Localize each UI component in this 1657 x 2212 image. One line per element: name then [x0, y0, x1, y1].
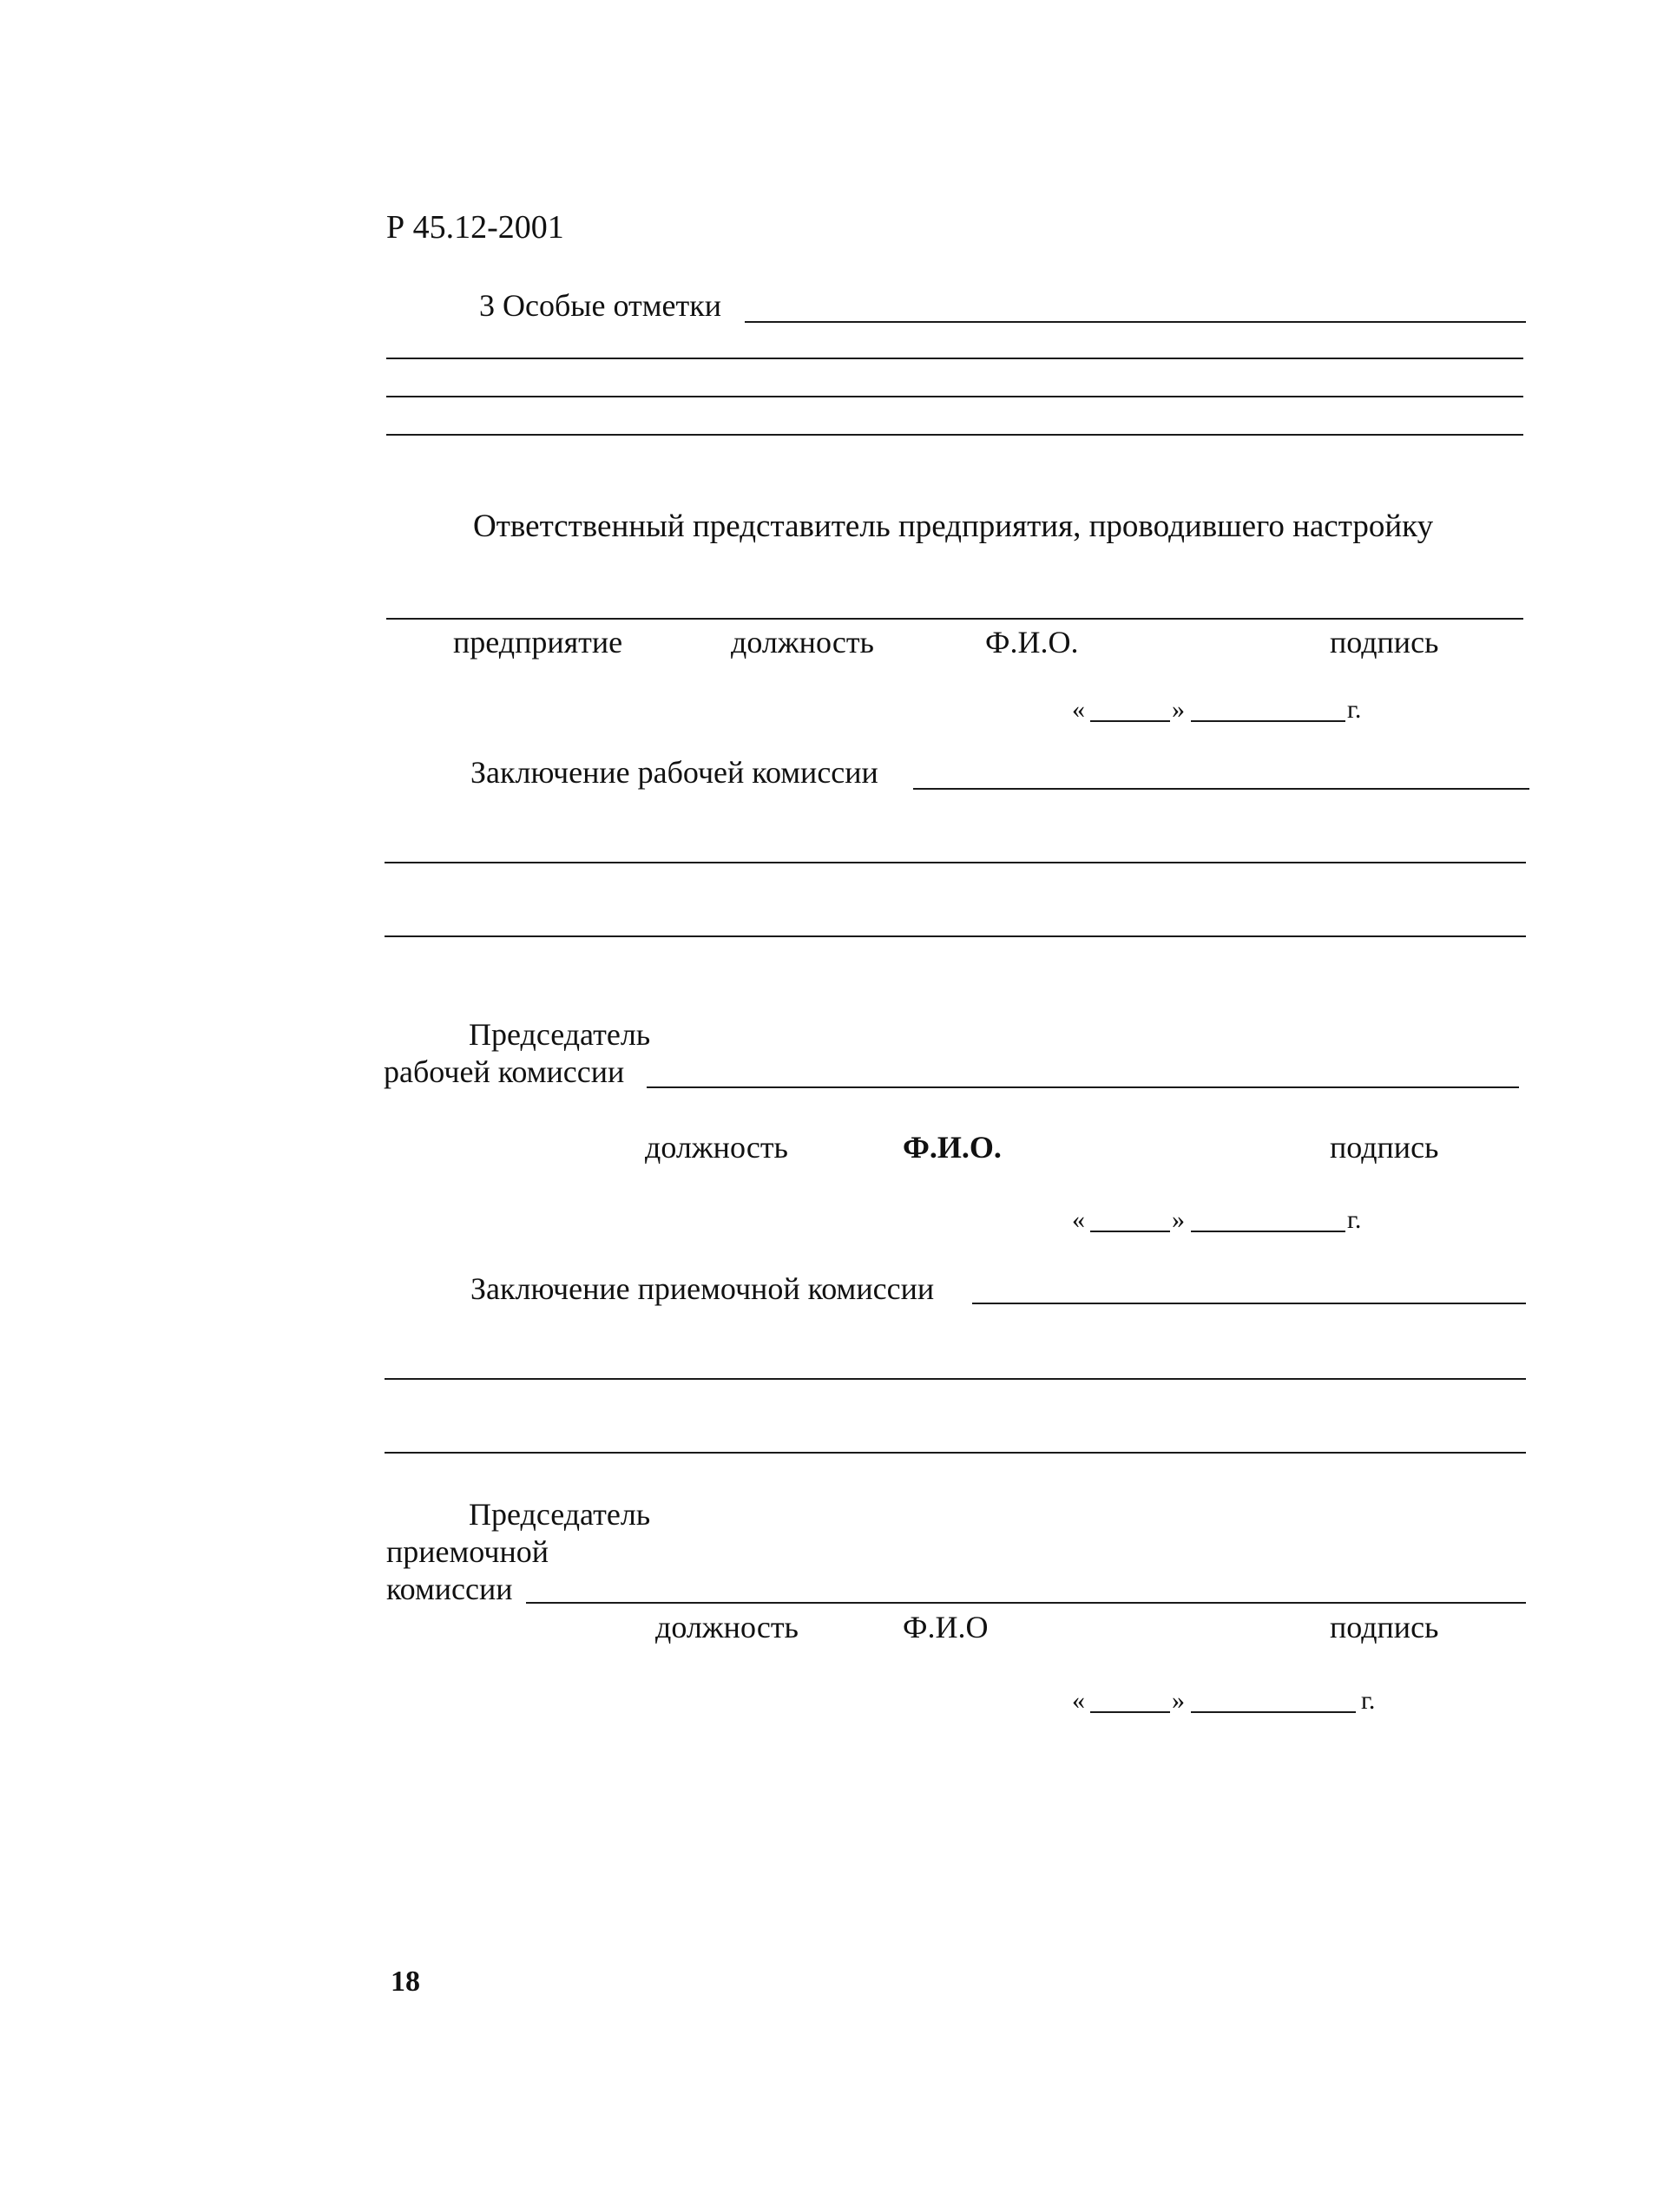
- notes-line[interactable]: [386, 358, 1523, 359]
- caption-position: должность: [645, 1130, 788, 1165]
- date-day-field[interactable]: [1090, 1231, 1170, 1232]
- caption-position: должность: [655, 1610, 799, 1644]
- date-close-quote: »: [1172, 1686, 1185, 1715]
- working-chair-label-2: рабочей комиссии: [384, 1054, 625, 1089]
- working-chair-signature-line[interactable]: [647, 1086, 1519, 1088]
- date-year-suffix: г.: [1347, 1205, 1362, 1234]
- acceptance-chair-label-2: приемочной: [386, 1534, 549, 1569]
- date-month-field[interactable]: [1191, 1231, 1345, 1232]
- date-year-suffix: г.: [1361, 1686, 1376, 1715]
- working-chair-label-1: Председатель: [469, 1017, 651, 1052]
- date-year-suffix: г.: [1347, 695, 1362, 724]
- caption-position: должность: [731, 625, 874, 660]
- acceptance-conclusion-line[interactable]: [385, 1378, 1526, 1380]
- caption-name: Ф.И.О.: [985, 625, 1079, 660]
- date-close-quote: »: [1172, 695, 1185, 724]
- responsible-signature-line[interactable]: [386, 618, 1523, 620]
- date-month-field[interactable]: [1191, 1711, 1356, 1713]
- acceptance-chair-label-1: Председатель: [469, 1497, 651, 1532]
- caption-name: Ф.И.О: [903, 1610, 989, 1644]
- caption-signature: подпись: [1330, 1130, 1439, 1165]
- date-month-field[interactable]: [1191, 720, 1345, 722]
- date-open-quote: «: [1072, 695, 1085, 724]
- working-conclusion-line[interactable]: [385, 935, 1526, 937]
- acceptance-chair-signature-line[interactable]: [526, 1602, 1526, 1604]
- acceptance-conclusion-title: Заключение приемочной комиссии: [470, 1271, 935, 1306]
- notes-line[interactable]: [745, 321, 1526, 323]
- date-open-quote: «: [1072, 1205, 1085, 1234]
- caption-signature: подпись: [1330, 625, 1439, 660]
- date-day-field[interactable]: [1090, 720, 1170, 722]
- page-number: 18: [391, 1966, 420, 1998]
- date-close-quote: »: [1172, 1205, 1185, 1234]
- responsible-heading: Ответственный представитель предприятия, проводившего настройку: [473, 509, 1434, 544]
- document-code: Р 45.12-2001: [386, 209, 564, 246]
- working-conclusion-line[interactable]: [385, 862, 1526, 863]
- working-conclusion-line[interactable]: [913, 788, 1529, 790]
- working-conclusion-title: Заключение рабочей комиссии: [470, 755, 878, 790]
- acceptance-chair-label-3: комиссии: [386, 1572, 513, 1606]
- acceptance-conclusion-line[interactable]: [972, 1303, 1526, 1304]
- notes-line[interactable]: [386, 434, 1523, 436]
- date-open-quote: «: [1072, 1686, 1085, 1715]
- section-title-special-notes: 3 Особые отметки: [479, 288, 721, 323]
- caption-signature: подпись: [1330, 1610, 1439, 1644]
- caption-enterprise: предприятие: [453, 625, 623, 660]
- notes-line[interactable]: [386, 396, 1523, 397]
- acceptance-conclusion-line[interactable]: [385, 1452, 1526, 1454]
- caption-name: Ф.И.О.: [903, 1130, 1002, 1165]
- date-day-field[interactable]: [1090, 1711, 1170, 1713]
